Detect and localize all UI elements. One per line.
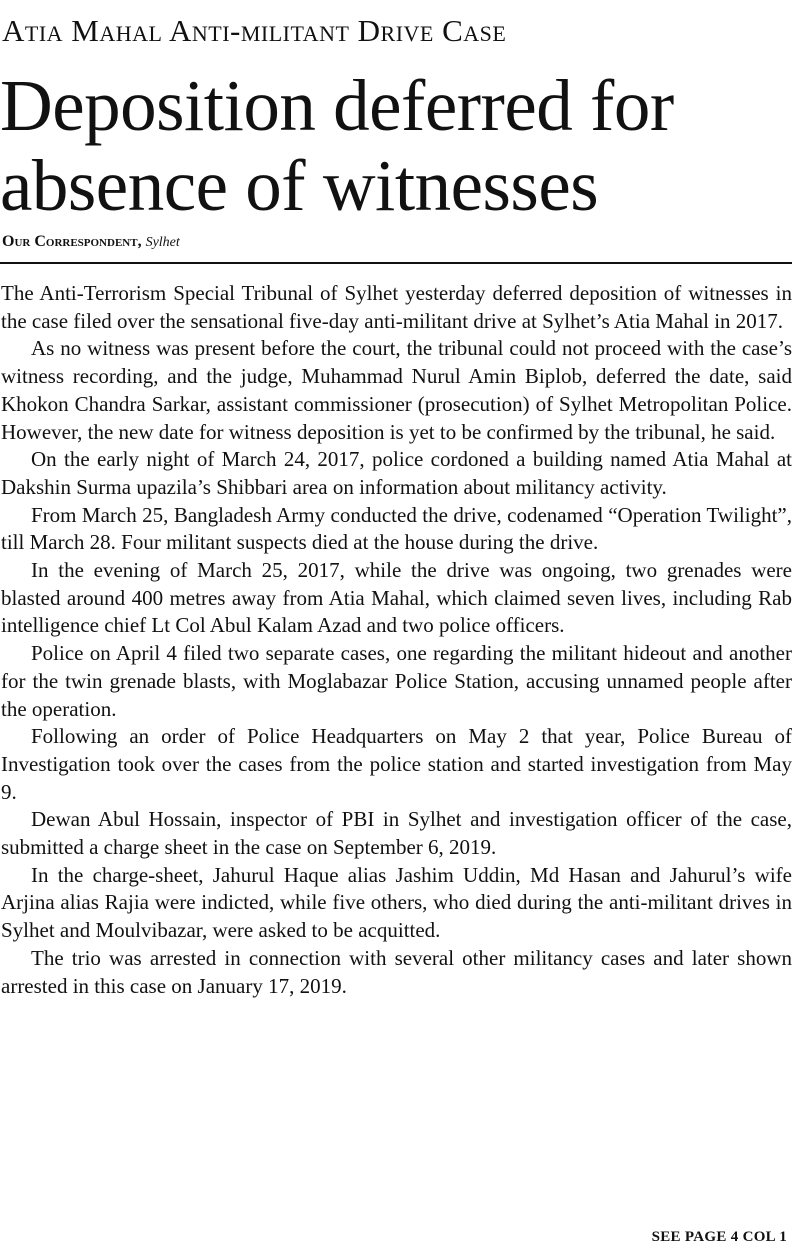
- paragraph: The Anti-Terrorism Special Tribunal of Sylhet yesterday deferred deposition of witnesses in the case filed over the sensational five-day anti-militant drive at Sylhet’s Atia Mahal in 2017.: [1, 281, 792, 333]
- byline-location: Sylhet: [145, 235, 180, 250]
- paragraph: Police on April 4 filed two separate cases, one regarding the militant hideout and another for the twin grenade blasts, with Moglabazar Police Station, accusing unnamed people after the operation.: [1, 641, 792, 721]
- paragraph: The trio was arrested in connection with several other militancy cases and later shown arrested in this case on January 17, 2019.: [1, 945, 792, 998]
- paragraph: On the early night of March 24, 2017, police cordoned a building named Atia Mahal at Dakshin Surma upazila’s Shibbari area on information about militancy activity.: [1, 447, 792, 499]
- paragraph: In the charge-sheet, Jahurul Haque alias Jashim Uddin, Md Hasan and Jahurul’s wife Arjina alias Rajia were indicted, while five others, who died during the anti-militant drives in Sylhet and Moulvibazar, were asked to be acquitted.: [1, 862, 792, 943]
- headline: Deposition deferred for absence of witnesses: [0, 65, 674, 226]
- continued-on-page: SEE PAGE 4 COL 1: [651, 1229, 787, 1245]
- paragraph: From March 25, Bangladesh Army conducted the drive, codenamed “Operation Twilight”, till March 28. Four militant suspects died at the house during the drive.: [1, 502, 792, 555]
- paragraph: In the evening of March 25, 2017, while the drive was ongoing, two grenades were blasted around 400 metres away from Atia Mahal, which claimed seven lives, including Rab intelligence chief Lt Col Abul Kalam Azad and two police officers.: [1, 558, 792, 638]
- kicker: Atia Mahal Anti-militant Drive Case: [2, 13, 507, 48]
- headline-divider: [0, 262, 792, 264]
- paragraph: As no witness was present before the court, the tribunal could not proceed with the case’s witness recording, and the judge, Muhammad Nurul Amin Biplob, deferred the date, said Khokon Chandra Sarkar, assistant commissioner (prosecution) of Sylhet Metropolitan Police. However, the new date for witness deposition is yet to be confirmed by the tribunal, he said.: [1, 336, 792, 444]
- byline: [2, 232, 180, 253]
- paragraph: Dewan Abul Hossain, inspector of PBI in Sylhet and investigation officer of the case, submitted a charge sheet in the case on September 6, 2019.: [1, 807, 792, 860]
- article-body: [1, 280, 792, 1000]
- paragraph: Following an order of Police Headquarters on May 2 that year, Police Bureau of Investigation took over the cases from the police station and started investigation from May 9.: [1, 724, 792, 804]
- byline-author: Our Correspondent,: [2, 233, 142, 250]
